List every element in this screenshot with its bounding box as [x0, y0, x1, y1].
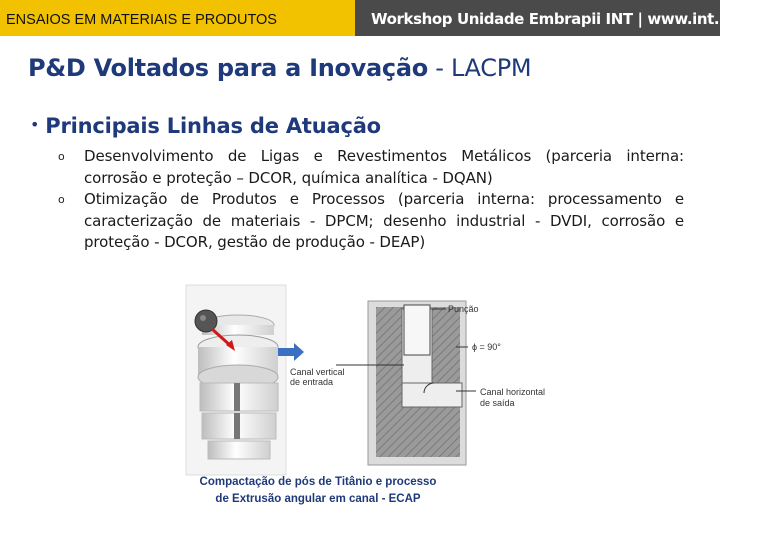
page-title-suffix: - LACPM — [427, 54, 532, 82]
figure-caption — [180, 474, 456, 508]
page-title — [28, 54, 531, 82]
header-left-label: ENSAIOS EM MATERIAIS E PRODUTOS — [6, 12, 277, 28]
header-right-label: Workshop Unidade Embrapii INT | www.int.gov.br — [371, 9, 770, 28]
label-angle: ϕ = 90° — [472, 342, 501, 352]
list-item-marker: o — [58, 150, 65, 163]
caption-line-2: de Extrusão angular em canal - ECAP — [215, 493, 421, 505]
label-horizontal-line1: Canal horizontal — [480, 387, 546, 397]
header-left-banner — [0, 0, 355, 36]
section-heading-text: Principais Linhas de Atuação — [45, 114, 381, 138]
header-right-banner — [355, 0, 770, 36]
label-horizontal-line2: de saída — [480, 398, 515, 408]
activity-list — [58, 146, 684, 254]
label-vertical-line2: de entrada — [290, 377, 334, 387]
section-bullet: • — [30, 115, 40, 134]
list-item-marker: o — [58, 193, 65, 206]
page-title-main: P&D Voltados para a Inovação — [28, 54, 428, 82]
label-vertical-line1: Canal vertical — [290, 367, 345, 377]
section-heading — [30, 114, 381, 138]
ecap-figure — [186, 285, 546, 495]
list-item-text: Desenvolvimento de Ligas e Revestimentos Metálicos (parceria interna: corrosão e proteção – DCOR, química analítica - DQAN) — [84, 147, 684, 187]
ecap-illustration — [186, 285, 546, 475]
list-item-text: Otimização de Produtos e Processos (parceria interna: processamento e caracterização de materiais - DPCM; desenho industrial - DVDI, corrosão e proteção - DCOR, gestão de produção - DEAP) — [84, 190, 684, 251]
label-puncao: Punção — [448, 304, 479, 314]
caption-line-1: Compactação de pós de Titânio e processo — [199, 476, 437, 488]
list-item — [58, 189, 684, 254]
mold-photo — [186, 285, 286, 475]
header-bar — [0, 0, 770, 36]
ecap-die-diagram — [368, 301, 466, 465]
list-item — [58, 146, 684, 189]
